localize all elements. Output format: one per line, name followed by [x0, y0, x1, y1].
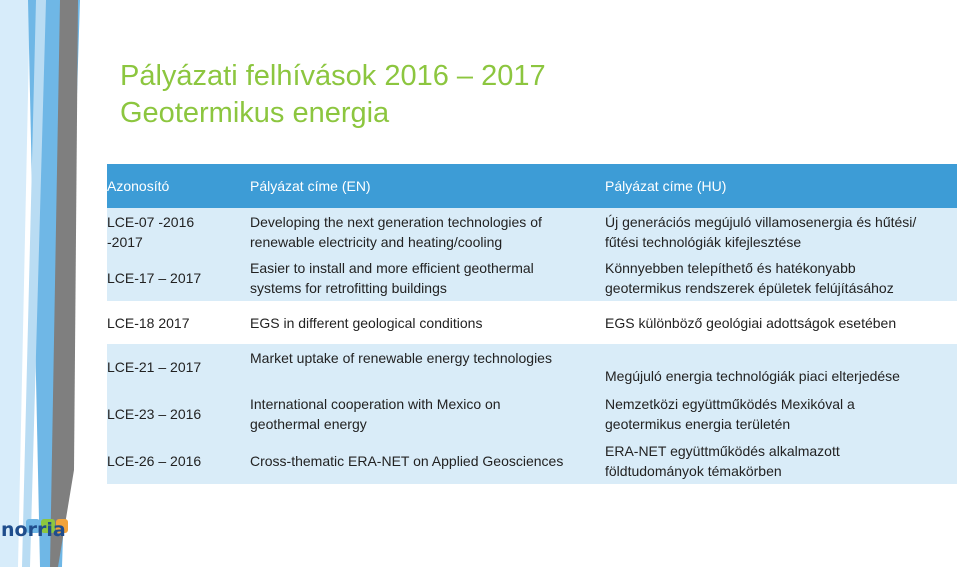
- cell-hu: [605, 255, 957, 301]
- cell-hu: EGS különböző geológiai adottságok esetében: [605, 314, 897, 331]
- table-row: [107, 438, 957, 484]
- table-row: [107, 255, 957, 301]
- table-row: [107, 390, 957, 438]
- cell-id: LCE-18 2017: [107, 314, 190, 331]
- cell-en-line1: International cooperation with Mexico on: [250, 396, 501, 412]
- header-title-hu: Pályázat címe (HU): [605, 164, 957, 208]
- cell-id: LCE-26 – 2016: [107, 438, 250, 484]
- table-row: [107, 344, 957, 390]
- cell-id-line1: LCE-07 -2016: [107, 213, 195, 230]
- cell-hu: [605, 438, 957, 484]
- decorative-stripes: [0, 0, 110, 567]
- cell-hu: [605, 208, 957, 255]
- cell-hu-line1: Új generációs megújuló villamosenergia és hűtési/: [605, 213, 917, 230]
- title-line-1: Pályázati felhívások 2016 – 2017: [120, 60, 546, 92]
- table-row: [107, 301, 957, 344]
- slide-title: [120, 58, 546, 132]
- cell-hu-line1: Könnyebben telepíthető és hatékonyabb: [605, 260, 856, 276]
- cell-hu-line2: geotermikus energia területén: [605, 416, 791, 432]
- cell-id: LCE-23 – 2016: [107, 390, 250, 438]
- calls-table: [107, 164, 957, 484]
- header-id: Azonosító: [107, 164, 250, 208]
- table-header-row: [107, 164, 957, 208]
- header-title-en: Pályázat címe (EN): [250, 164, 605, 208]
- cell-hu-line2: fűtési technológiák kifejlesztése: [605, 233, 802, 250]
- cell-hu-line2: földtudományok témakörben: [605, 463, 782, 479]
- cell-en: [250, 208, 605, 255]
- cell-hu-line1: ERA-NET együttműködés alkalmazott: [605, 443, 840, 459]
- cell-hu-line2: geotermikus rendszerek épületek felújításához: [605, 280, 894, 296]
- logo-wordmark: norria: [1, 519, 66, 541]
- cell-hu-line1: Nemzetközi együttműködés Mexikóval a: [605, 396, 855, 412]
- cell-en-line2: systems for retrofitting buildings: [250, 280, 447, 296]
- title-line-2: Geotermikus energia: [120, 97, 390, 129]
- cell-en-line2: renewable electricity and heating/cooling: [250, 233, 503, 250]
- cell-en: Cross-thematic ERA-NET on Applied Geosciences: [250, 438, 605, 484]
- cell-en: [250, 390, 605, 438]
- cell-en-line1: Easier to install and more efficient geothermal: [250, 260, 534, 276]
- cell-en: Market uptake of renewable energy technologies: [250, 344, 605, 390]
- cell-en: EGS in different geological conditions: [250, 314, 483, 331]
- table-row: [107, 208, 957, 255]
- cell-id: LCE-17 – 2017: [107, 255, 250, 301]
- cell-id: [107, 208, 250, 255]
- cell-id-line2: -2017: [107, 233, 143, 250]
- cell-hu: [605, 390, 957, 438]
- cell-hu: Megújuló energia technológiák piaci elterjedése: [605, 344, 957, 390]
- cell-id: LCE-21 – 2017: [107, 344, 250, 390]
- cell-en: [250, 255, 605, 301]
- cell-en-line2: geothermal energy: [250, 416, 367, 432]
- cell-en-line1: Developing the next generation technologies of: [250, 213, 542, 230]
